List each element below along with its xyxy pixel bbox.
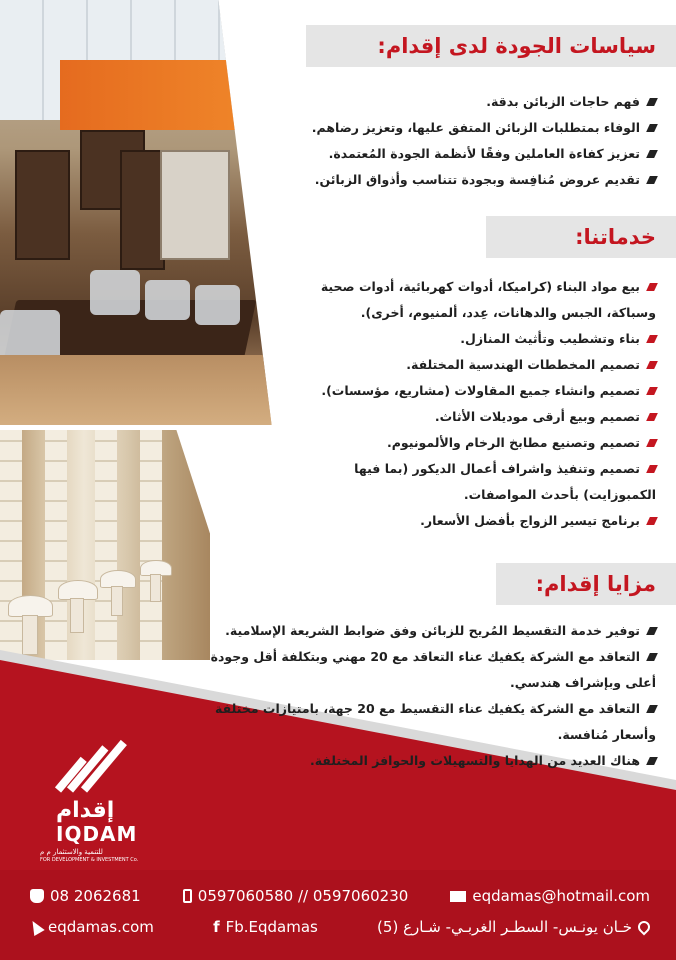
mobile-numbers: 0597060580 // 0597060230 [197, 887, 409, 905]
list-item: تصميم وبيع أرقى موديلات الأثاث. [266, 404, 656, 430]
bullet-icon [646, 413, 658, 421]
list-item: التعاقد مع الشركة يكفيك عناء التقسيط مع 20 جهة، بامتيازات مختلفة [186, 696, 656, 722]
bullet-icon [646, 98, 658, 106]
logo-tagline-ar: للتنمية والاستثمار م م [40, 848, 103, 856]
quality-title-bar [306, 25, 676, 67]
kitchen-photo [0, 0, 280, 425]
list-item: بيع مواد البناء (كراميكا، أدوات كهربائية، أدوات صحية [266, 274, 656, 300]
cursor-icon [27, 918, 44, 936]
services-title: خدماتنا: [575, 225, 656, 249]
mobile-icon [183, 889, 192, 903]
address [377, 918, 650, 936]
list-item: تصميم وتصنيع مطابخ الرخام والألمونيوم. [266, 430, 656, 456]
list-item: الوفاء بمتطلبات الزبائن المتفق عليها، وتعزيز رضاهم. [276, 115, 656, 141]
bullet-icon [646, 757, 658, 765]
list-item: تصميم وتنفيذ واشراف أعمال الديكور (بما فيها [266, 456, 656, 482]
advantages-list [186, 618, 656, 774]
logo-arabic: إقدام [56, 798, 115, 823]
logo-english: IQDAM [56, 822, 138, 846]
bullet-icon [646, 653, 658, 661]
logo-tagline-en: FOR DEVELOPMENT & INVESTMENT Co. [40, 857, 139, 863]
website-link[interactable] [30, 918, 154, 936]
bullet-icon [646, 705, 658, 713]
bullet-icon [646, 627, 658, 635]
bullet-icon [646, 465, 658, 473]
iqdam-logo [38, 738, 148, 868]
list-item: فهم حاجات الزبائن بدقة. [276, 89, 656, 115]
website-url: eqdamas.com [48, 918, 154, 936]
email-address: eqdamas@hotmail.com [472, 887, 650, 905]
list-item: هناك العديد من الهدايا والتسهيلات والحوافز المختلفة. [186, 748, 656, 774]
quality-title: سياسات الجودة لدى إقدام: [377, 34, 656, 58]
advantages-title-bar [496, 563, 676, 605]
facebook-handle: Fb.Eqdamas [225, 918, 318, 936]
list-item: تقديم عروض مُنافِسة وبجودة تتناسب وأذواق الزبائن. [276, 167, 656, 193]
mail-icon [450, 891, 466, 902]
services-list [266, 274, 656, 534]
facebook-link[interactable] [213, 918, 318, 936]
phone-contact[interactable] [30, 887, 141, 905]
bullet-icon [646, 439, 658, 447]
address-text: خـان يونـس- السطـر الغربـي- شـارع (5) [377, 918, 632, 936]
email-contact[interactable] [450, 887, 650, 905]
list-item: تصميم وانشاء جميع المقاولات (مشاريع، مؤسسات). [266, 378, 656, 404]
list-item: برنامج تيسير الزواج بأفضل الأسعار. [266, 508, 656, 534]
mobile-contact[interactable] [183, 887, 409, 905]
bathroom-photo [0, 430, 210, 660]
bullet-icon [646, 335, 658, 343]
services-title-bar [486, 216, 676, 258]
list-item-continuation: أعلى وبإشراف هندسي. [510, 675, 656, 690]
bullet-icon [646, 361, 658, 369]
bullet-icon [646, 387, 658, 395]
list-item-continuation: وسباكة، الجبس والدهانات، عِدد، ألمنيوم، أخرى). [360, 305, 656, 320]
facebook-icon: f [213, 918, 220, 936]
list-item-continuation: الكمبوزايت) بأحدث المواصفات. [463, 487, 656, 502]
list-item-continuation: وأسعار مُنافسة. [557, 727, 656, 742]
phone-icon [30, 889, 44, 903]
contact-row-2 [30, 918, 650, 936]
phone-number: 08 2062681 [50, 887, 141, 905]
bullet-icon [646, 283, 658, 291]
quality-list [276, 89, 656, 193]
bullet-icon [646, 176, 658, 184]
advantages-title: مزايا إقدام: [535, 572, 656, 596]
bullet-icon [646, 150, 658, 158]
list-item: توفير خدمة التقسيط المُريح للزبائن وفق ضوابط الشريعة الإسلامية. [186, 618, 656, 644]
location-pin-icon [635, 919, 652, 936]
bullet-icon [646, 124, 658, 132]
list-item: بناء وتشطيب وتأثيث المنازل. [266, 326, 656, 352]
list-item: تصميم المخططات الهندسية المختلفة. [266, 352, 656, 378]
list-item: تعزيز كفاءة العاملين وفقًا لأنظمة الجودة المُعتمدة. [276, 141, 656, 167]
list-item: التعاقد مع الشركة يكفيك عناء التعاقد مع 20 مهني وبتكلفة أقل وجودة [186, 644, 656, 670]
bullet-icon [646, 517, 658, 525]
contact-row-1 [30, 887, 650, 905]
